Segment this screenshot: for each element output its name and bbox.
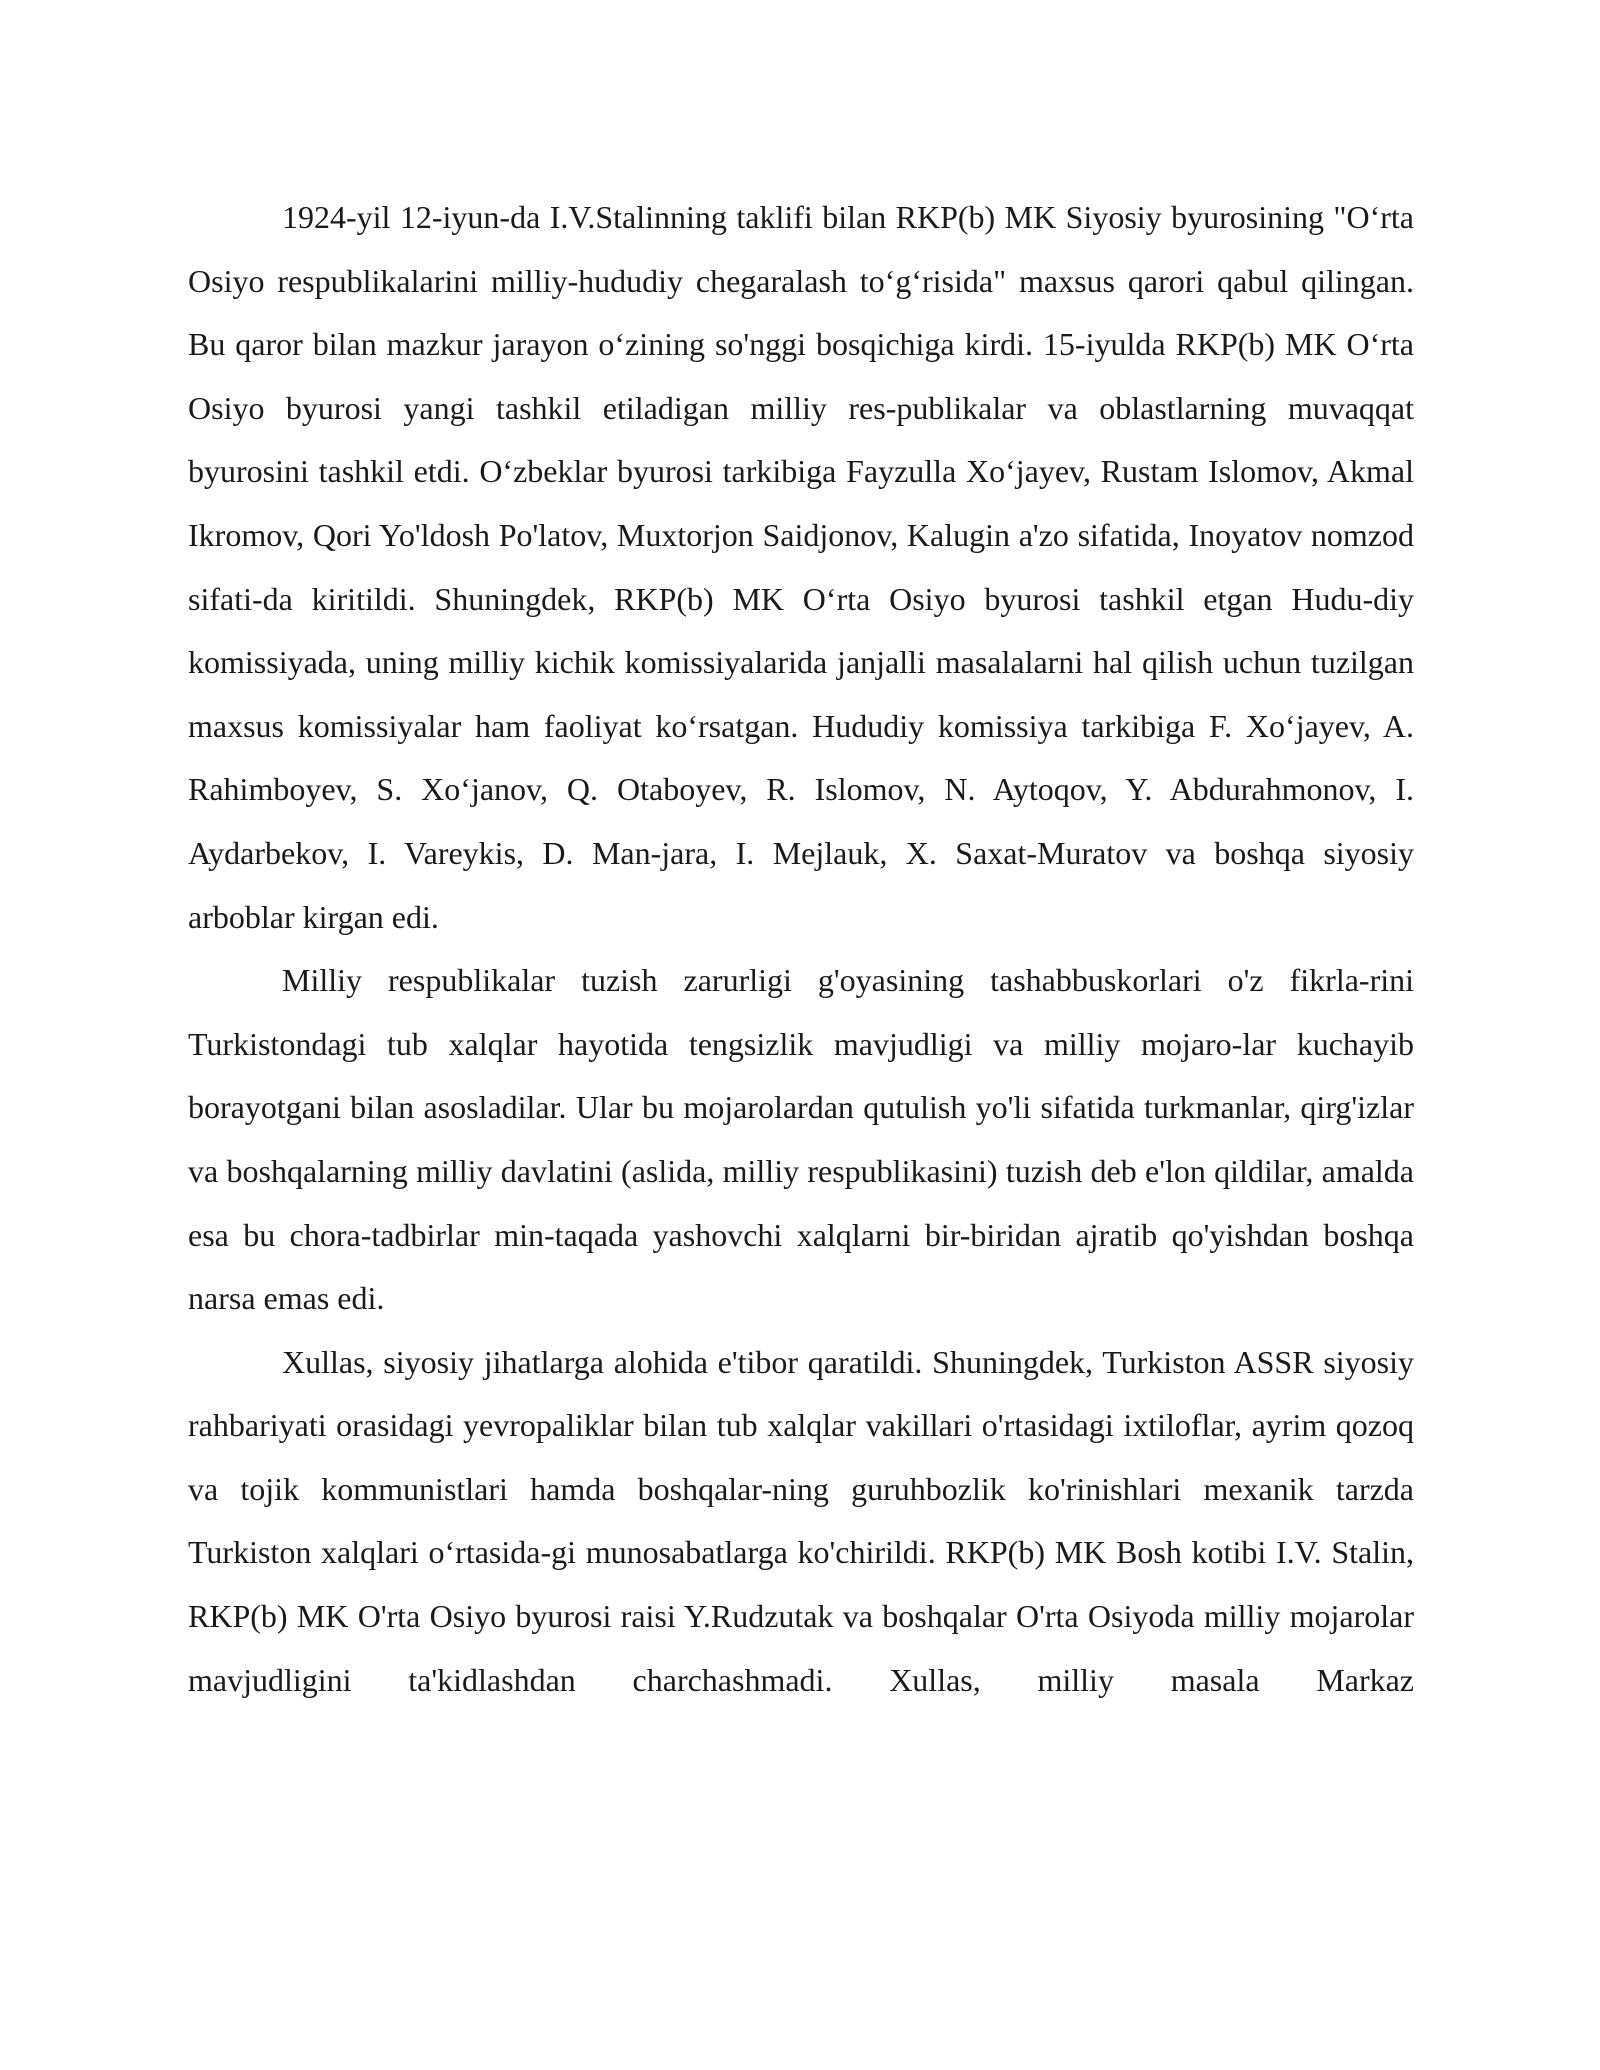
document-page [188,186,1414,1712]
paragraph-2: Milliy respublikalar tuzish zarurligi g'oyasining tashabbuskorlari o'z fikrla-rini Turkistondagi tub xalqlar hayotida tengsizlik mavjudligi va milliy mojaro-lar kuchayib borayotgani bilan asosladilar. Ular bu mojarolardan qutulish yo'li sifatida turkmanlar, qirg'izlar va boshqalarning milliy davlatini (aslida, milliy respublikasini) tuzish deb e'lon qildilar, amalda esa bu chora-tadbirlar min-taqada yashovchi xalqlarni bir-biridan ajratib qo'yishdan boshqa narsa emas edi. [188,962,1414,1317]
paragraph-1: 1924-yil 12-iyun-da I.V.Stalinning taklifi bilan RKP(b) MK Siyosiy byurosining "O‘rta Osiyo respublikalarini milliy-hududiy chegaralash to‘g‘risida" maxsus qarori qabul qilingan. Bu qaror bilan mazkur jarayon o‘zining so'nggi bosqichiga kirdi. 15-iyulda RKP(b) MK O‘rta Osiyo byurosi yangi tashkil etiladigan milliy res-publikalar va oblastlarning muvaqqat byurosini tashkil etdi. O‘zbeklar byurosi tarkibiga Fayzulla Xo‘jayev, Rustam Islomov, Akmal Ikromov, Qori Yo'ldosh Po'latov, Muxtorjon Saidjonov, Kalugin a'zo sifatida, Inoyatov nomzod sifati-da kiritildi. Shuningdek, RKP(b) MK O‘rta Osiyo byurosi tashkil etgan Hudu-diy komissiyada, uning milliy kichik komissiyalarida janjalli masalalarni hal qilish uchun tuzilgan maxsus komissiyalar ham faoliyat ko‘rsatgan. Hududiy komissiya tarkibiga F. Xo‘jayev, A. Rahimboyev, S. Xo‘janov, Q. Otaboyev, R. Islomov, N. Aytoqov, Y. Abdurahmonov, I. Aydarbekov, I. Vareykis, D. Man-jara, I. Mejlauk, X. Saxat-Muratov va boshqa siyosiy arboblar kirgan edi. [188,199,1414,935]
paragraph-3: Xullas, siyosiy jihatlarga alohida e'tibor qaratildi. Shuningdek, Turkiston ASSR siyosiy rahbariyati orasidagi yevropaliklar bilan tub xalqlar vakillari o'rtasidagi ixtiloflar, ayrim qozoq va tojik kommunistlari hamda boshqalar-ning guruhbozlik ko'rinishlari mexanik tarzda Turkiston xalqlari o‘rtasida-gi munosabatlarga ko'chirildi. RKP(b) MK Bosh kotibi I.V. Stalin, RKP(b) MK O'rta Osiyo byurosi raisi Y.Rudzutak va boshqalar O'rta Osiyoda milliy mojarolar mavjudligini ta'kidlashdan charchashmadi. Xullas, milliy masala Markaz [188,1343,1414,1698]
